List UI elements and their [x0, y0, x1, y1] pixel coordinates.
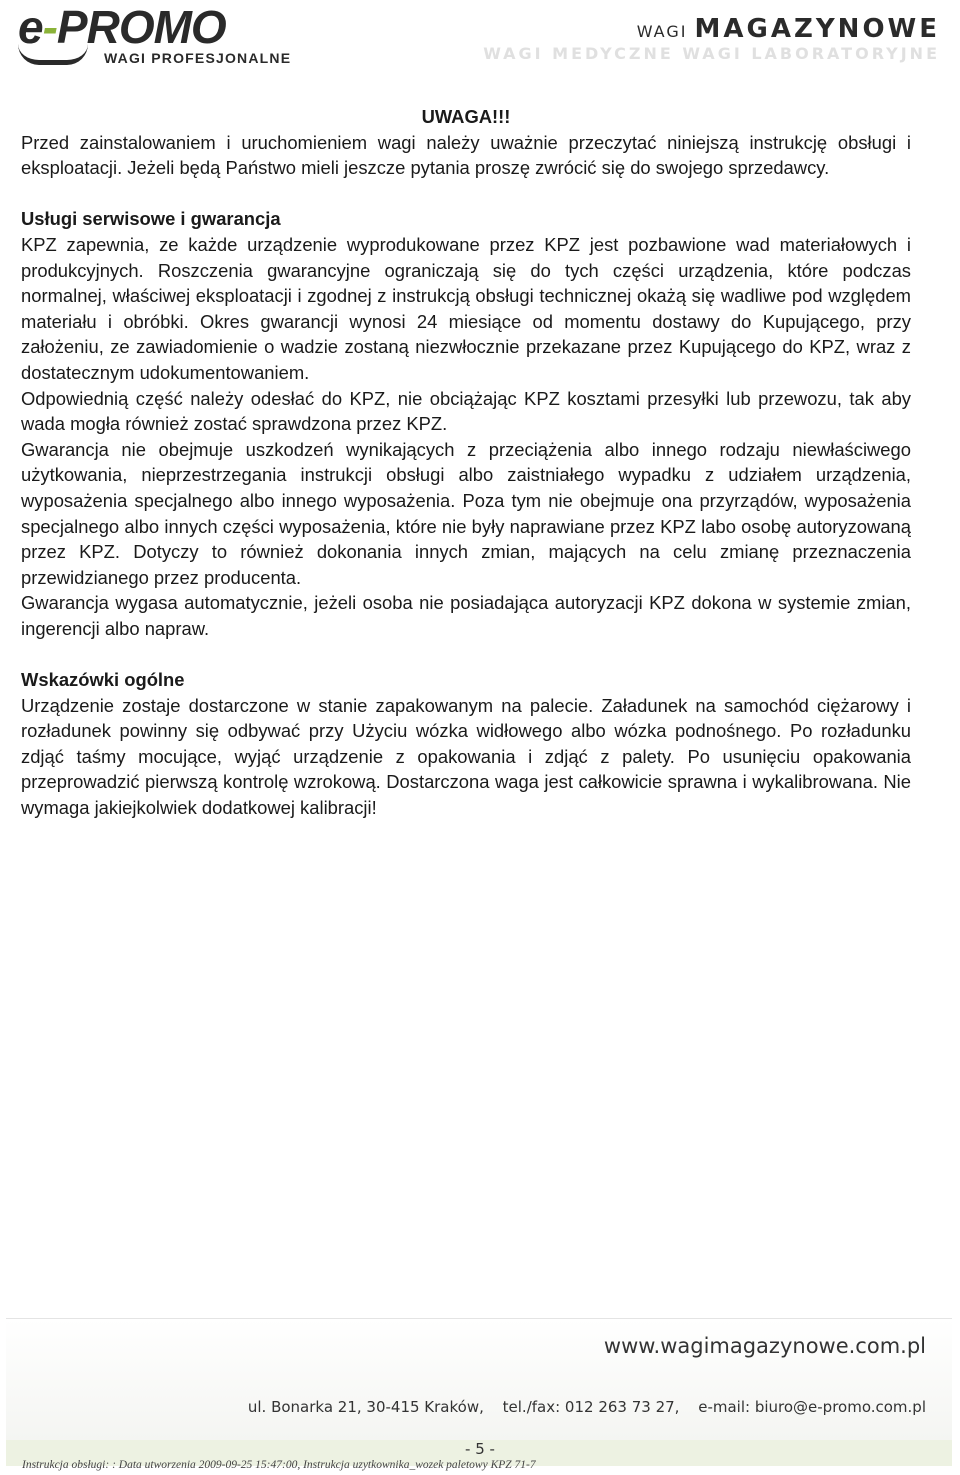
- tagline-magazynowe: MAGAZYNOWE: [694, 14, 940, 44]
- logo-wordmark: PROMO: [56, 1, 226, 53]
- page-number: - 5 -: [465, 1440, 495, 1458]
- service-paragraph-3: Gwarancja nie obejmuje uszkodzeń wynikających z przeciążenia albo innego rodzaju niewłaściwego użytkowania, nieprzestrzegania instrukcji obsługi albo zaistniałego wypadku z udziałem urządzenia, wyposażenia specjalnego albo innego wyposażenia. Poza tym nie obejmuje ona przyrządów, wyposażenia specjalnego albo innych części wyposażenia, które nie były naprawiane przez KPZ labo osobę autoryzowaną przez KPZ. Dotyczy to również dokonania innych zmian, mających na celu zmianę przeznaczenia przewidzianego przez producenta.: [21, 438, 911, 588]
- warning-title: UWAGA!!!: [421, 106, 511, 127]
- header-tagline-secondary: WAGI MEDYCZNE WAGI LABORATORYJNE: [483, 44, 940, 63]
- service-paragraph-1: KPZ zapewnia, ze każde urządzenie wyprodukowane przez KPZ jest pozbawione wad materiałowych i produkcyjnych. Roszczenia gwarancyjne ograniczają się do tych części urządzenia, które podczas normalnej, właściwej eksploatacji i zgodnej z instrukcją obsługi technicznej okażą się wadliwe pod względem materiału i obróbki. Okres gwarancji wynosi 24 miesiące od momentu dostawy do Kupującego, przy założeniu, ze zawiadomienie o wadzie zostaną niezwłocznie przekazane przez Kupującego do KPZ, wraz z dostatecznym udokumentowaniem.: [21, 233, 911, 383]
- warning-text: Przed zainstalowaniem i uruchomieniem wagi należy uważnie przeczytać niniejszą instrukcję obsługi i eksploatacji. Jeżeli będą Państwo mieli jeszcze pytania proszę zwrócić się do swojego sprzedawcy.: [21, 131, 911, 179]
- general-heading: Wskazówki ogólne: [21, 669, 185, 691]
- logo-letter-e: e: [18, 1, 43, 53]
- header-tagline-primary: [637, 14, 940, 44]
- document-body: [21, 104, 911, 821]
- e-promo-logo: [18, 1, 318, 70]
- general-paragraph-1: Urządzenie zostaje dostarczone w stanie zapakowanym na palecie. Załadunek na samochód ciężarowy i rozładunek powinny się odbywać przy Użyciu wózka widłowego albo wózka podnośnego. Po rozładunku zdjąć taśmy mocujące, wyjąć urządzenie z opakowania i zdjąć z palety. Po usunięciu opakowania przeprowadzić pierwszą kontrolę wzrokową. Dostarczona waga jest całkowicie sprawna i wykalibrowana. Nie wymaga jakiejkolwiek dodatkowej kalibracji!: [21, 694, 911, 819]
- logo-dash: -: [42, 1, 57, 53]
- footer-document-meta: Instrukcja obsługi: : Data utworzenia 2009-09-25 15:47:00, Instrukcja uzytkownika_wozek paletowy KPZ 71-7: [22, 1459, 536, 1471]
- service-heading: Usługi serwisowe i gwarancja: [21, 208, 281, 230]
- footer-phone: tel./fax: 012 263 73 27,: [502, 1398, 680, 1416]
- logo-subtitle: WAGI PROFESJONALNE: [104, 50, 292, 66]
- service-paragraph-4: Gwarancja wygasa automatycznie, jeżeli osoba nie posiadająca autoryzacji KPZ dokona w systemie zmian, ingerencji albo napraw.: [21, 592, 911, 639]
- service-paragraph-2: Odpowiednią część należy odesłać do KPZ, nie obciążając KPZ kosztami przesyłki lub przewozu, tak aby wada mogła również zostać sprawdzona przez KPZ.: [21, 387, 911, 435]
- footer-website-link[interactable]: www.wagimagazynowe.com.pl: [603, 1334, 926, 1358]
- footer-contact-line: [248, 1398, 926, 1416]
- logo-swoosh: [18, 44, 88, 65]
- footer-email[interactable]: e-mail: biuro@e-promo.com.pl: [698, 1398, 926, 1416]
- footer-address: ul. Bonarka 21, 30-415 Kraków,: [247, 1398, 484, 1416]
- page-header: [0, 0, 960, 80]
- tagline-wagi: WAGI: [636, 22, 688, 41]
